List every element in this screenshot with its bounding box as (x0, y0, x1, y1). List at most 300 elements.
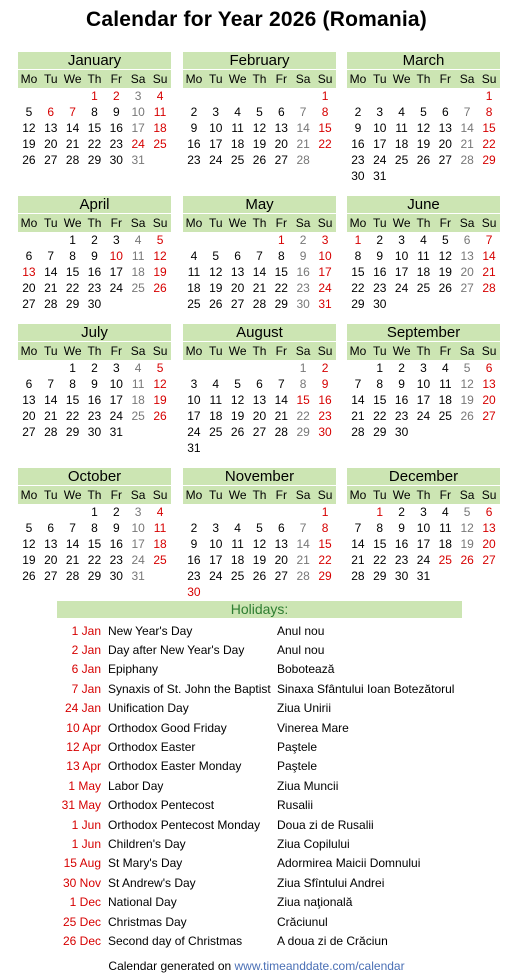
day-cell: 24 (131, 137, 145, 151)
footer-link[interactable]: www.timeanddate.com/calendar (234, 959, 405, 973)
weekday-header: Mo (18, 214, 40, 233)
holiday-date: 12 Apr (66, 740, 101, 755)
day-cell: 18 (416, 265, 431, 279)
empty-cell (391, 168, 413, 184)
empty-cell (227, 88, 249, 104)
empty-cell (292, 584, 314, 600)
day-cell: 19 (153, 393, 167, 407)
day-cell: 1 (69, 233, 76, 247)
day-cell: 3 (420, 505, 427, 519)
holiday-date: 10 Apr (66, 720, 101, 735)
day-cell: 16 (296, 265, 310, 279)
day-cell: 6 (485, 361, 493, 375)
day-cell: 1 (321, 505, 329, 519)
weekday-header: Fr (105, 214, 127, 233)
holiday-local-name: Anul nou (277, 623, 325, 638)
day-cell: 3 (420, 361, 427, 375)
day-cell: 5 (256, 521, 263, 535)
month-name: September (347, 324, 500, 341)
holiday-local-name: Bobotează (277, 662, 335, 677)
holiday-date: 1 Dec (69, 895, 101, 910)
day-cell: 15 (87, 121, 102, 135)
day-cell: 19 (153, 265, 167, 279)
holiday-date: 1 Jan (71, 623, 101, 638)
day-cell: 26 (252, 569, 267, 583)
day-cell: 2 (398, 361, 405, 375)
month-april (18, 196, 171, 312)
day-cell: 31 (318, 297, 332, 311)
day-cell: 2 (112, 505, 120, 519)
empty-cell (227, 360, 249, 376)
day-cell: 8 (91, 521, 98, 535)
empty-cell (149, 296, 171, 312)
weekday-header: Fr (434, 486, 456, 505)
weekday-header: Tu (40, 70, 62, 89)
weekday-header: Th (249, 486, 271, 505)
weekday-header: We (391, 214, 413, 233)
holiday-name: Labor Day (108, 778, 164, 793)
day-cell: 8 (91, 105, 98, 119)
day-cell: 14 (252, 265, 267, 279)
month-october (18, 468, 171, 584)
day-cell: 6 (463, 233, 471, 247)
holiday-local-name: Ziua Unirii (277, 701, 332, 716)
day-cell: 7 (354, 377, 362, 391)
holiday-date: 1 Jun (71, 836, 101, 851)
day-cell: 24 (373, 153, 387, 167)
day-cell: 28 (44, 425, 58, 439)
day-cell: 14 (482, 249, 496, 263)
day-cell: 28 (351, 569, 365, 583)
month-name: July (18, 324, 171, 341)
weekday-header: Tu (205, 342, 227, 361)
weekday-header: Su (478, 486, 500, 505)
empty-cell (40, 360, 62, 376)
day-cell: 5 (256, 105, 263, 119)
month-name: December (347, 468, 500, 485)
day-cell: 15 (65, 393, 80, 407)
holiday-local-name: Anul nou (277, 643, 325, 658)
day-cell: 10 (394, 249, 409, 263)
day-cell: 8 (69, 249, 76, 263)
month-name: February (183, 52, 336, 69)
day-cell: 23 (187, 153, 201, 167)
day-cell: 26 (252, 153, 267, 167)
day-cell: 27 (438, 153, 452, 167)
day-cell: 17 (394, 265, 409, 279)
day-cell: 8 (376, 377, 384, 391)
holiday-date: 7 Jan (71, 681, 101, 696)
day-cell: 6 (47, 105, 55, 119)
empty-cell (270, 504, 292, 520)
day-cell: 4 (190, 249, 198, 263)
holiday-name: St Mary's Day (108, 856, 183, 871)
day-cell: 27 (22, 425, 36, 439)
weekday-header: We (227, 486, 249, 505)
day-cell: 25 (230, 569, 245, 583)
day-cell: 11 (209, 393, 222, 407)
day-cell: 9 (299, 249, 307, 263)
month-name: March (347, 52, 500, 69)
day-cell: 21 (65, 137, 80, 151)
day-cell: 6 (25, 249, 33, 263)
day-cell: 12 (460, 377, 474, 391)
day-cell: 23 (87, 281, 102, 295)
day-cell: 21 (296, 553, 310, 567)
day-cell: 27 (460, 281, 474, 295)
day-cell: 9 (91, 249, 98, 263)
empty-cell (18, 88, 40, 104)
weekday-header: We (62, 214, 84, 233)
day-cell: 12 (209, 265, 223, 279)
empty-cell (478, 424, 500, 440)
holiday-row (57, 892, 454, 911)
weekday-header: Tu (369, 214, 391, 233)
weekday-header: Mo (347, 486, 369, 505)
empty-cell (413, 296, 435, 312)
holiday-name: Christmas Day (108, 914, 187, 929)
day-cell: 30 (318, 425, 332, 439)
day-cell: 16 (109, 121, 123, 135)
holiday-name: Orthodox Pentecost (108, 798, 215, 813)
empty-cell (456, 424, 478, 440)
day-cell: 19 (416, 137, 431, 151)
empty-cell (205, 440, 227, 456)
day-cell: 22 (87, 137, 102, 151)
weekday-header: Mo (347, 342, 369, 361)
day-cell: 9 (190, 121, 198, 135)
holiday-date: 2 Jan (71, 643, 101, 658)
footer-text: Calendar generated on (108, 959, 235, 973)
day-cell: 27 (482, 553, 496, 567)
holiday-row (57, 757, 454, 776)
day-cell: 21 (460, 137, 474, 151)
day-cell: 28 (482, 281, 496, 295)
holiday-name: Orthodox Easter Monday (108, 759, 242, 774)
month-march (347, 52, 500, 184)
weekday-header: Mo (183, 70, 205, 89)
day-cell: 9 (354, 121, 362, 135)
day-cell: 14 (351, 537, 365, 551)
day-cell: 20 (460, 265, 474, 279)
day-cell: 4 (134, 361, 142, 375)
day-cell: 1 (69, 361, 76, 375)
day-cell: 26 (153, 409, 167, 423)
holiday-row (57, 679, 454, 698)
day-cell: 25 (438, 409, 452, 423)
day-cell: 25 (416, 281, 431, 295)
empty-cell (434, 168, 456, 184)
weekday-header: Mo (347, 214, 369, 233)
holiday-date: 13 Apr (66, 759, 101, 774)
weekday-header: Th (413, 486, 435, 505)
empty-cell (249, 360, 271, 376)
day-cell: 5 (212, 249, 220, 263)
day-cell: 21 (252, 281, 267, 295)
month-november (183, 468, 336, 600)
weekday-header: Su (314, 342, 336, 361)
day-cell: 2 (91, 233, 98, 247)
weekday-header: Mo (183, 214, 205, 233)
weekday-header: Tu (205, 214, 227, 233)
month-name: June (347, 196, 500, 213)
holiday-row (57, 621, 454, 640)
day-cell: 4 (212, 377, 220, 391)
day-cell: 30 (87, 425, 102, 439)
empty-cell (205, 88, 227, 104)
day-cell: 1 (91, 89, 98, 103)
month-name: April (18, 196, 171, 213)
day-cell: 7 (69, 105, 76, 119)
empty-cell (227, 440, 249, 456)
day-cell: 15 (65, 265, 80, 279)
empty-cell (270, 88, 292, 104)
weekday-header: Mo (18, 70, 40, 89)
day-cell: 14 (296, 121, 310, 135)
empty-cell (149, 424, 171, 440)
holiday-date: 25 Dec (62, 914, 101, 929)
day-cell: 27 (482, 409, 496, 423)
day-cell: 9 (321, 377, 329, 391)
weekday-header: Th (413, 70, 435, 89)
holidays-table (57, 621, 454, 951)
weekday-header: Su (478, 70, 500, 89)
day-cell: 20 (482, 393, 496, 407)
day-cell: 16 (87, 265, 102, 279)
holiday-date: 6 Jan (71, 662, 101, 677)
empty-cell (413, 424, 435, 440)
weekday-header: Fr (270, 342, 292, 361)
day-cell: 11 (187, 265, 201, 279)
day-cell: 31 (187, 441, 201, 455)
day-cell: 11 (231, 121, 244, 135)
day-cell: 5 (463, 505, 471, 519)
day-cell: 29 (351, 297, 365, 311)
day-cell: 17 (209, 553, 223, 567)
day-cell: 23 (109, 137, 123, 151)
day-cell: 28 (65, 569, 80, 583)
day-cell: 26 (460, 409, 474, 423)
day-cell: 20 (274, 137, 288, 151)
day-cell: 25 (131, 409, 145, 423)
holiday-name: Orthodox Easter (108, 740, 196, 755)
day-cell: 1 (321, 89, 329, 103)
day-cell: 28 (274, 425, 288, 439)
holiday-local-name: Vinerea Mare (277, 720, 349, 735)
day-cell: 27 (44, 569, 58, 583)
empty-cell (434, 424, 456, 440)
empty-cell (40, 504, 62, 520)
day-cell: 22 (373, 409, 387, 423)
day-cell: 11 (131, 377, 145, 391)
weekday-header: Tu (205, 486, 227, 505)
holiday-date: 30 Nov (62, 875, 101, 890)
day-cell: 21 (274, 409, 288, 423)
month-february (183, 52, 336, 168)
day-cell: 4 (398, 105, 405, 119)
day-cell: 9 (398, 377, 405, 391)
day-cell: 23 (373, 281, 387, 295)
day-cell: 23 (187, 569, 201, 583)
day-cell: 14 (274, 393, 288, 407)
day-cell: 15 (373, 393, 387, 407)
day-cell: 26 (209, 297, 223, 311)
empty-cell (183, 504, 205, 520)
day-cell: 3 (112, 361, 120, 375)
holiday-name: Orthodox Good Friday (108, 720, 227, 735)
day-cell: 15 (351, 265, 365, 279)
holiday-name: New Year's Day (108, 623, 193, 638)
empty-cell (292, 504, 314, 520)
day-cell: 30 (351, 169, 365, 183)
holidays-section (57, 601, 462, 951)
day-cell: 21 (296, 137, 310, 151)
month-name: August (183, 324, 336, 341)
day-cell: 8 (354, 249, 362, 263)
holiday-date: 26 Dec (62, 933, 101, 948)
day-cell: 4 (156, 505, 164, 519)
day-cell: 25 (153, 137, 167, 151)
empty-cell (183, 88, 205, 104)
day-cell: 24 (394, 281, 409, 295)
empty-cell (249, 440, 271, 456)
day-cell: 22 (318, 553, 332, 567)
day-cell: 5 (156, 233, 164, 247)
day-cell: 18 (131, 265, 145, 279)
day-cell: 7 (69, 521, 76, 535)
day-cell: 3 (398, 233, 405, 247)
day-cell: 8 (321, 521, 329, 535)
empty-cell (249, 88, 271, 104)
empty-cell (413, 168, 435, 184)
day-cell: 2 (299, 233, 307, 247)
day-cell: 4 (441, 361, 449, 375)
day-cell: 3 (190, 377, 198, 391)
weekday-header: Mo (347, 70, 369, 89)
day-cell: 8 (69, 377, 76, 391)
weekday-header: Tu (40, 486, 62, 505)
day-cell: 1 (277, 233, 285, 247)
day-cell: 10 (209, 537, 223, 551)
day-cell: 21 (351, 409, 365, 423)
day-cell: 29 (318, 569, 332, 583)
day-cell: 18 (230, 553, 245, 567)
day-cell: 13 (44, 537, 58, 551)
day-cell: 25 (153, 553, 167, 567)
day-cell: 10 (416, 521, 431, 535)
month-name: November (183, 468, 336, 485)
weekday-header: Su (149, 70, 171, 89)
holiday-row (57, 699, 454, 718)
empty-cell (347, 504, 369, 520)
day-cell: 11 (231, 537, 244, 551)
day-cell: 7 (299, 521, 307, 535)
weekday-header: Sa (456, 214, 478, 233)
empty-cell (456, 568, 478, 584)
day-cell: 5 (25, 105, 33, 119)
weekday-header: Tu (205, 70, 227, 89)
day-cell: 27 (230, 297, 245, 311)
day-cell: 2 (112, 89, 120, 103)
day-cell: 17 (416, 537, 431, 551)
weekday-header: Su (478, 214, 500, 233)
weekday-header: Mo (183, 486, 205, 505)
day-cell: 24 (318, 281, 332, 295)
day-cell: 13 (482, 521, 496, 535)
weekday-header: We (227, 214, 249, 233)
month-june (347, 196, 500, 312)
day-cell: 24 (187, 425, 201, 439)
day-cell: 25 (394, 153, 409, 167)
weekday-header: Sa (292, 214, 314, 233)
day-cell: 16 (87, 393, 102, 407)
day-cell: 22 (65, 281, 80, 295)
day-cell: 7 (47, 377, 55, 391)
day-cell: 28 (252, 297, 267, 311)
month-december (347, 468, 500, 584)
day-cell: 22 (373, 553, 387, 567)
day-cell: 7 (299, 105, 307, 119)
weekday-header: Fr (270, 214, 292, 233)
empty-cell (183, 360, 205, 376)
day-cell: 29 (482, 153, 496, 167)
day-cell: 3 (321, 233, 329, 247)
day-cell: 11 (395, 121, 408, 135)
weekday-header: We (62, 486, 84, 505)
empty-cell (227, 504, 249, 520)
weekday-header: Sa (292, 70, 314, 89)
day-cell: 14 (65, 121, 80, 135)
day-cell: 20 (22, 281, 36, 295)
day-cell: 19 (460, 393, 474, 407)
weekday-header: Su (478, 342, 500, 361)
day-cell: 20 (438, 137, 452, 151)
day-cell: 29 (65, 297, 80, 311)
weekday-header: We (227, 342, 249, 361)
day-cell: 2 (190, 521, 198, 535)
day-cell: 10 (131, 521, 145, 535)
day-cell: 31 (131, 569, 145, 583)
holiday-name: Epiphany (108, 662, 159, 677)
day-cell: 30 (373, 297, 387, 311)
day-cell: 19 (209, 281, 223, 295)
holiday-row (57, 931, 454, 950)
empty-cell (478, 568, 500, 584)
day-cell: 6 (277, 521, 285, 535)
weekday-header: We (391, 70, 413, 89)
empty-cell (249, 232, 271, 248)
day-cell: 22 (65, 409, 80, 423)
weekday-header: Fr (434, 214, 456, 233)
day-cell: 23 (109, 553, 123, 567)
day-cell: 18 (153, 537, 167, 551)
day-cell: 23 (394, 553, 409, 567)
day-cell: 12 (438, 249, 452, 263)
holiday-row (57, 718, 454, 737)
day-cell: 15 (318, 121, 332, 135)
day-cell: 17 (318, 265, 332, 279)
empty-cell (478, 168, 500, 184)
day-cell: 6 (256, 377, 263, 391)
holiday-local-name: Crăciunul (277, 914, 328, 929)
day-cell: 30 (296, 297, 310, 311)
day-cell: 13 (274, 537, 288, 551)
day-cell: 4 (234, 521, 241, 535)
day-cell: 29 (87, 153, 102, 167)
day-cell: 30 (394, 569, 409, 583)
day-cell: 25 (209, 425, 223, 439)
day-cell: 2 (398, 505, 405, 519)
